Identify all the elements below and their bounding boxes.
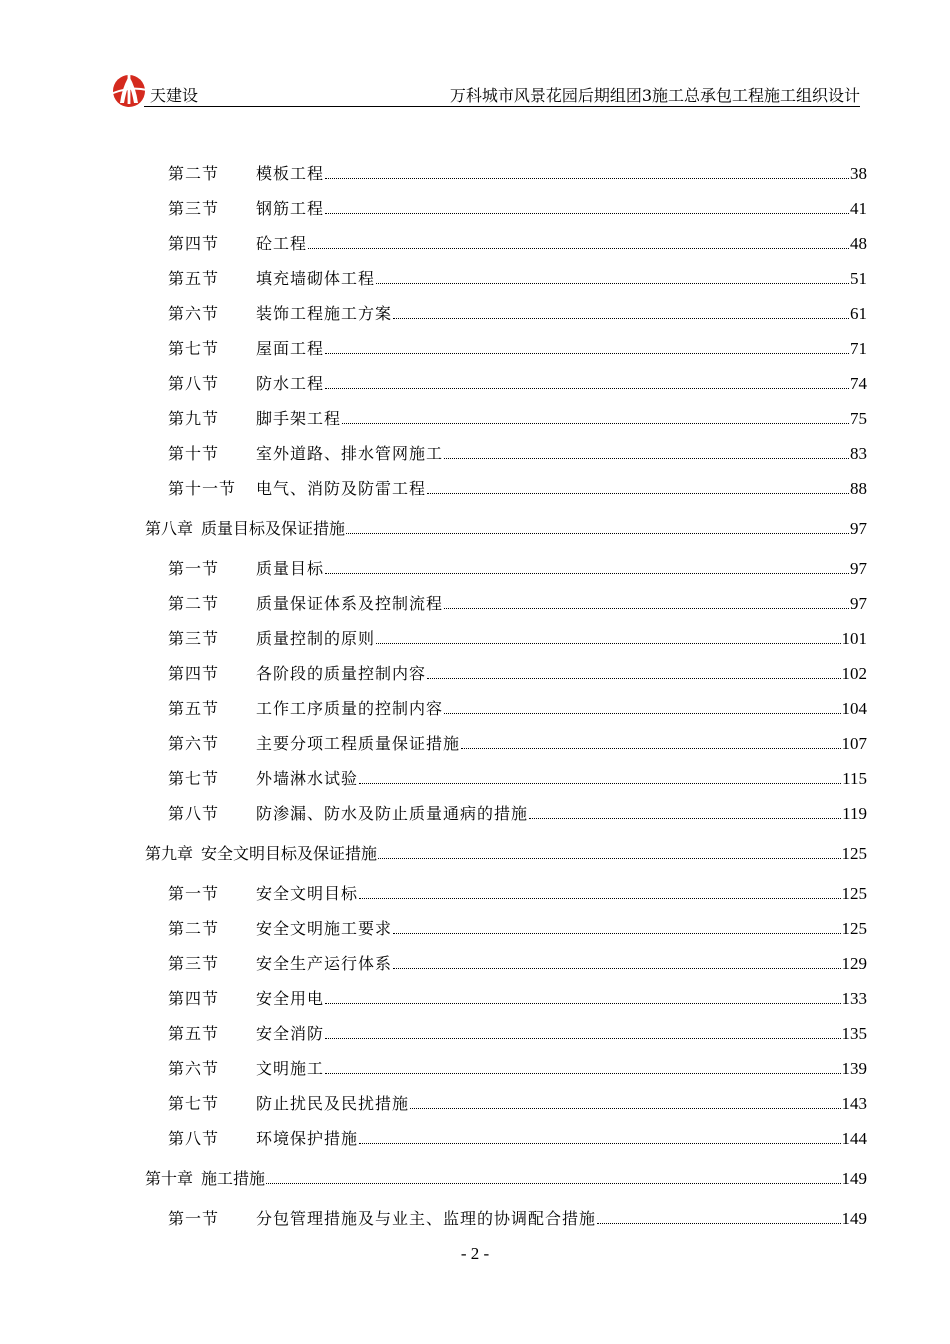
dot-leader bbox=[325, 1003, 840, 1004]
toc-entry-number: 第五节 bbox=[168, 269, 220, 288]
toc-entry-title: 主要分项工程质量保证措施 bbox=[256, 734, 461, 753]
toc-section-row[interactable] bbox=[168, 260, 867, 290]
toc-page-number: 119 bbox=[842, 804, 867, 823]
toc-page-number: 129 bbox=[841, 954, 867, 973]
dot-leader bbox=[597, 1223, 840, 1224]
toc-page-number: 107 bbox=[841, 734, 867, 753]
toc-entry-title: 外墙淋水试验 bbox=[256, 769, 359, 788]
toc-page-number: 41 bbox=[850, 199, 867, 218]
toc-page-number: 144 bbox=[841, 1129, 867, 1148]
dot-leader bbox=[410, 1108, 840, 1109]
dot-leader bbox=[325, 353, 849, 354]
toc-chapter-row[interactable] bbox=[145, 835, 867, 865]
toc-entry-title: 质量目标及保证措施 bbox=[201, 519, 346, 538]
toc-entry-number: 第六节 bbox=[168, 734, 220, 753]
toc-page-number: 102 bbox=[841, 664, 867, 683]
dot-leader bbox=[325, 1038, 840, 1039]
toc-page-number: 143 bbox=[841, 1094, 867, 1113]
dot-leader bbox=[376, 643, 840, 644]
dot-leader bbox=[393, 933, 840, 934]
dot-leader bbox=[325, 1073, 840, 1074]
dot-leader bbox=[378, 858, 840, 859]
toc-section-row[interactable] bbox=[168, 980, 867, 1010]
toc-section-row[interactable] bbox=[168, 875, 867, 905]
toc-entry-number: 第四节 bbox=[168, 989, 220, 1008]
toc-entry-number: 第一节 bbox=[168, 559, 220, 578]
toc-entry-number: 第四节 bbox=[168, 234, 220, 253]
toc-section-row[interactable] bbox=[168, 585, 867, 615]
toc-entry-title: 质量目标 bbox=[256, 559, 325, 578]
toc-section-row[interactable] bbox=[168, 1015, 867, 1045]
toc-entry-title: 钢筋工程 bbox=[256, 199, 325, 218]
toc-entry-title: 安全文明施工要求 bbox=[256, 919, 393, 938]
toc-page-number: 71 bbox=[850, 339, 867, 358]
toc-entry-number: 第十章 bbox=[145, 1169, 194, 1188]
dot-leader bbox=[529, 818, 841, 819]
toc-entry-number: 第三节 bbox=[168, 954, 220, 973]
toc-entry-number: 第一节 bbox=[168, 1209, 220, 1228]
toc-page-number: 51 bbox=[850, 269, 867, 288]
dot-leader bbox=[308, 248, 849, 249]
dot-leader bbox=[427, 493, 849, 494]
toc-section-row[interactable] bbox=[168, 655, 867, 685]
toc-section-row[interactable] bbox=[168, 1085, 867, 1115]
toc-section-row[interactable] bbox=[168, 330, 867, 360]
toc-page-number: 125 bbox=[841, 884, 867, 903]
toc-entry-title: 安全用电 bbox=[256, 989, 325, 1008]
toc-section-row[interactable] bbox=[168, 795, 867, 825]
toc-page-number: 74 bbox=[850, 374, 867, 393]
toc-section-row[interactable] bbox=[168, 550, 867, 580]
toc-entry-number: 第七节 bbox=[168, 1094, 220, 1113]
toc-page-number: 149 bbox=[841, 1169, 867, 1188]
dot-leader bbox=[444, 458, 849, 459]
toc-entry-title: 脚手架工程 bbox=[256, 409, 342, 428]
toc-entry-title: 环境保护措施 bbox=[256, 1129, 359, 1148]
toc-page-number: 48 bbox=[850, 234, 867, 253]
toc-entry-title: 安全文明目标 bbox=[256, 884, 359, 903]
toc-page-number: 97 bbox=[850, 519, 867, 538]
toc-entry-title: 防渗漏、防水及防止质量通病的措施 bbox=[256, 804, 529, 823]
toc-entry-number: 第十节 bbox=[168, 444, 220, 463]
dot-leader bbox=[461, 748, 840, 749]
toc-section-row[interactable] bbox=[168, 910, 867, 940]
dot-leader bbox=[325, 573, 849, 574]
toc-entry-number: 第七节 bbox=[168, 339, 220, 358]
toc-page-number: 75 bbox=[850, 409, 867, 428]
toc-entry-number: 第一节 bbox=[168, 884, 220, 903]
toc-entry-title: 安全生产运行体系 bbox=[256, 954, 393, 973]
toc-entry-title: 防止扰民及民扰措施 bbox=[256, 1094, 410, 1113]
toc-entry-number: 第九节 bbox=[168, 409, 220, 428]
toc-section-row[interactable] bbox=[168, 760, 867, 790]
toc-entry-number: 第八节 bbox=[168, 1129, 220, 1148]
toc-entry-number: 第二节 bbox=[168, 919, 220, 938]
dot-leader bbox=[444, 608, 849, 609]
toc-section-row[interactable] bbox=[168, 945, 867, 975]
toc-page-number: 83 bbox=[850, 444, 867, 463]
toc-page-number: 104 bbox=[841, 699, 867, 718]
toc-entry-number: 第八节 bbox=[168, 804, 220, 823]
toc-entry-title: 文明施工 bbox=[256, 1059, 325, 1078]
toc-entry-number: 第五节 bbox=[168, 1024, 220, 1043]
toc-entry-title: 电气、消防及防雷工程 bbox=[256, 479, 427, 498]
toc-entry-title: 装饰工程施工方案 bbox=[256, 304, 393, 323]
toc-chapter-row[interactable] bbox=[145, 510, 867, 540]
dot-leader bbox=[325, 388, 849, 389]
toc-page-number: 135 bbox=[841, 1024, 867, 1043]
toc-entry-number: 第二节 bbox=[168, 164, 220, 183]
toc-entry-number: 第八节 bbox=[168, 374, 220, 393]
toc-chapter-row[interactable] bbox=[145, 1160, 867, 1190]
toc-page-number: 88 bbox=[850, 479, 867, 498]
toc-entry-title: 室外道路、排水管网施工 bbox=[256, 444, 444, 463]
toc-entry-title: 分包管理措施及与业主、监理的协调配合措施 bbox=[256, 1209, 597, 1228]
toc-page-number: 125 bbox=[841, 844, 867, 863]
dot-leader bbox=[427, 678, 840, 679]
toc-entry-number: 第三节 bbox=[168, 199, 220, 218]
dot-leader bbox=[346, 533, 849, 534]
toc-page-number: 101 bbox=[841, 629, 867, 648]
dot-leader bbox=[444, 713, 840, 714]
toc-page-number: 97 bbox=[850, 559, 867, 578]
toc-section-row[interactable] bbox=[168, 365, 867, 395]
toc-entry-title: 模板工程 bbox=[256, 164, 325, 183]
toc-entry-number: 第六节 bbox=[168, 1059, 220, 1078]
toc-section-row[interactable] bbox=[168, 190, 867, 220]
toc-entry-title: 砼工程 bbox=[256, 234, 308, 253]
toc-page-number: 133 bbox=[841, 989, 867, 1008]
page-header bbox=[110, 70, 860, 108]
dot-leader bbox=[376, 283, 849, 284]
dot-leader bbox=[266, 1183, 840, 1184]
dot-leader bbox=[359, 898, 840, 899]
toc-page-number: 115 bbox=[842, 769, 867, 788]
toc-page-number: 97 bbox=[850, 594, 867, 613]
dot-leader bbox=[393, 968, 840, 969]
toc-entry-title: 各阶段的质量控制内容 bbox=[256, 664, 427, 683]
toc-section-row[interactable] bbox=[168, 1120, 867, 1150]
toc-section-row[interactable] bbox=[168, 155, 867, 185]
company-name: 天建设 bbox=[150, 86, 199, 105]
toc-section-row[interactable] bbox=[168, 225, 867, 255]
dot-leader bbox=[325, 178, 849, 179]
company-logo-icon bbox=[110, 70, 148, 108]
toc-entry-number: 第七节 bbox=[168, 769, 220, 788]
toc-section-row[interactable] bbox=[168, 690, 867, 720]
toc-entry-title: 安全消防 bbox=[256, 1024, 325, 1043]
toc-section-row[interactable] bbox=[168, 400, 867, 430]
toc-entry-number: 第四节 bbox=[168, 664, 220, 683]
toc-entry-title: 防水工程 bbox=[256, 374, 325, 393]
document-title: 万科城市风景花园后期组团3施工总承包工程施工组织设计 bbox=[449, 86, 860, 105]
toc-entry-number: 第五节 bbox=[168, 699, 220, 718]
toc-entry-title: 质量保证体系及控制流程 bbox=[256, 594, 444, 613]
toc-section-row[interactable] bbox=[168, 725, 867, 755]
toc-section-row[interactable] bbox=[168, 435, 867, 465]
toc-section-row[interactable] bbox=[168, 1200, 867, 1230]
toc-entry-title: 屋面工程 bbox=[256, 339, 325, 358]
toc-page-number: 149 bbox=[841, 1209, 867, 1228]
toc-page-number: 38 bbox=[850, 164, 867, 183]
toc-page-number: 61 bbox=[850, 304, 867, 323]
header-divider bbox=[144, 106, 860, 107]
toc-entry-number: 第八章 bbox=[145, 519, 194, 538]
toc-section-row[interactable] bbox=[168, 470, 867, 500]
toc-entry-number: 第十一节 bbox=[168, 479, 237, 498]
page-number: - 2 - bbox=[460, 1244, 490, 1263]
toc-entry-title: 填充墙砌体工程 bbox=[256, 269, 376, 288]
toc-entry-number: 第三节 bbox=[168, 629, 220, 648]
toc-page-number: 125 bbox=[841, 919, 867, 938]
toc-entry-title: 施工措施 bbox=[201, 1169, 266, 1188]
toc-entry-number: 第二节 bbox=[168, 594, 220, 613]
toc-entry-title: 工作工序质量的控制内容 bbox=[256, 699, 444, 718]
toc-section-row[interactable] bbox=[168, 295, 867, 325]
dot-leader bbox=[359, 1143, 840, 1144]
toc-entry-number: 第六节 bbox=[168, 304, 220, 323]
toc-section-row[interactable] bbox=[168, 620, 867, 650]
dot-leader bbox=[393, 318, 849, 319]
dot-leader bbox=[325, 213, 849, 214]
toc-entry-number: 第九章 bbox=[145, 844, 194, 863]
toc-section-row[interactable] bbox=[168, 1050, 867, 1080]
dot-leader bbox=[359, 783, 841, 784]
toc-page-number: 139 bbox=[841, 1059, 867, 1078]
dot-leader bbox=[342, 423, 849, 424]
toc-entry-title: 安全文明目标及保证措施 bbox=[201, 844, 378, 863]
toc-entry-title: 质量控制的原则 bbox=[256, 629, 376, 648]
